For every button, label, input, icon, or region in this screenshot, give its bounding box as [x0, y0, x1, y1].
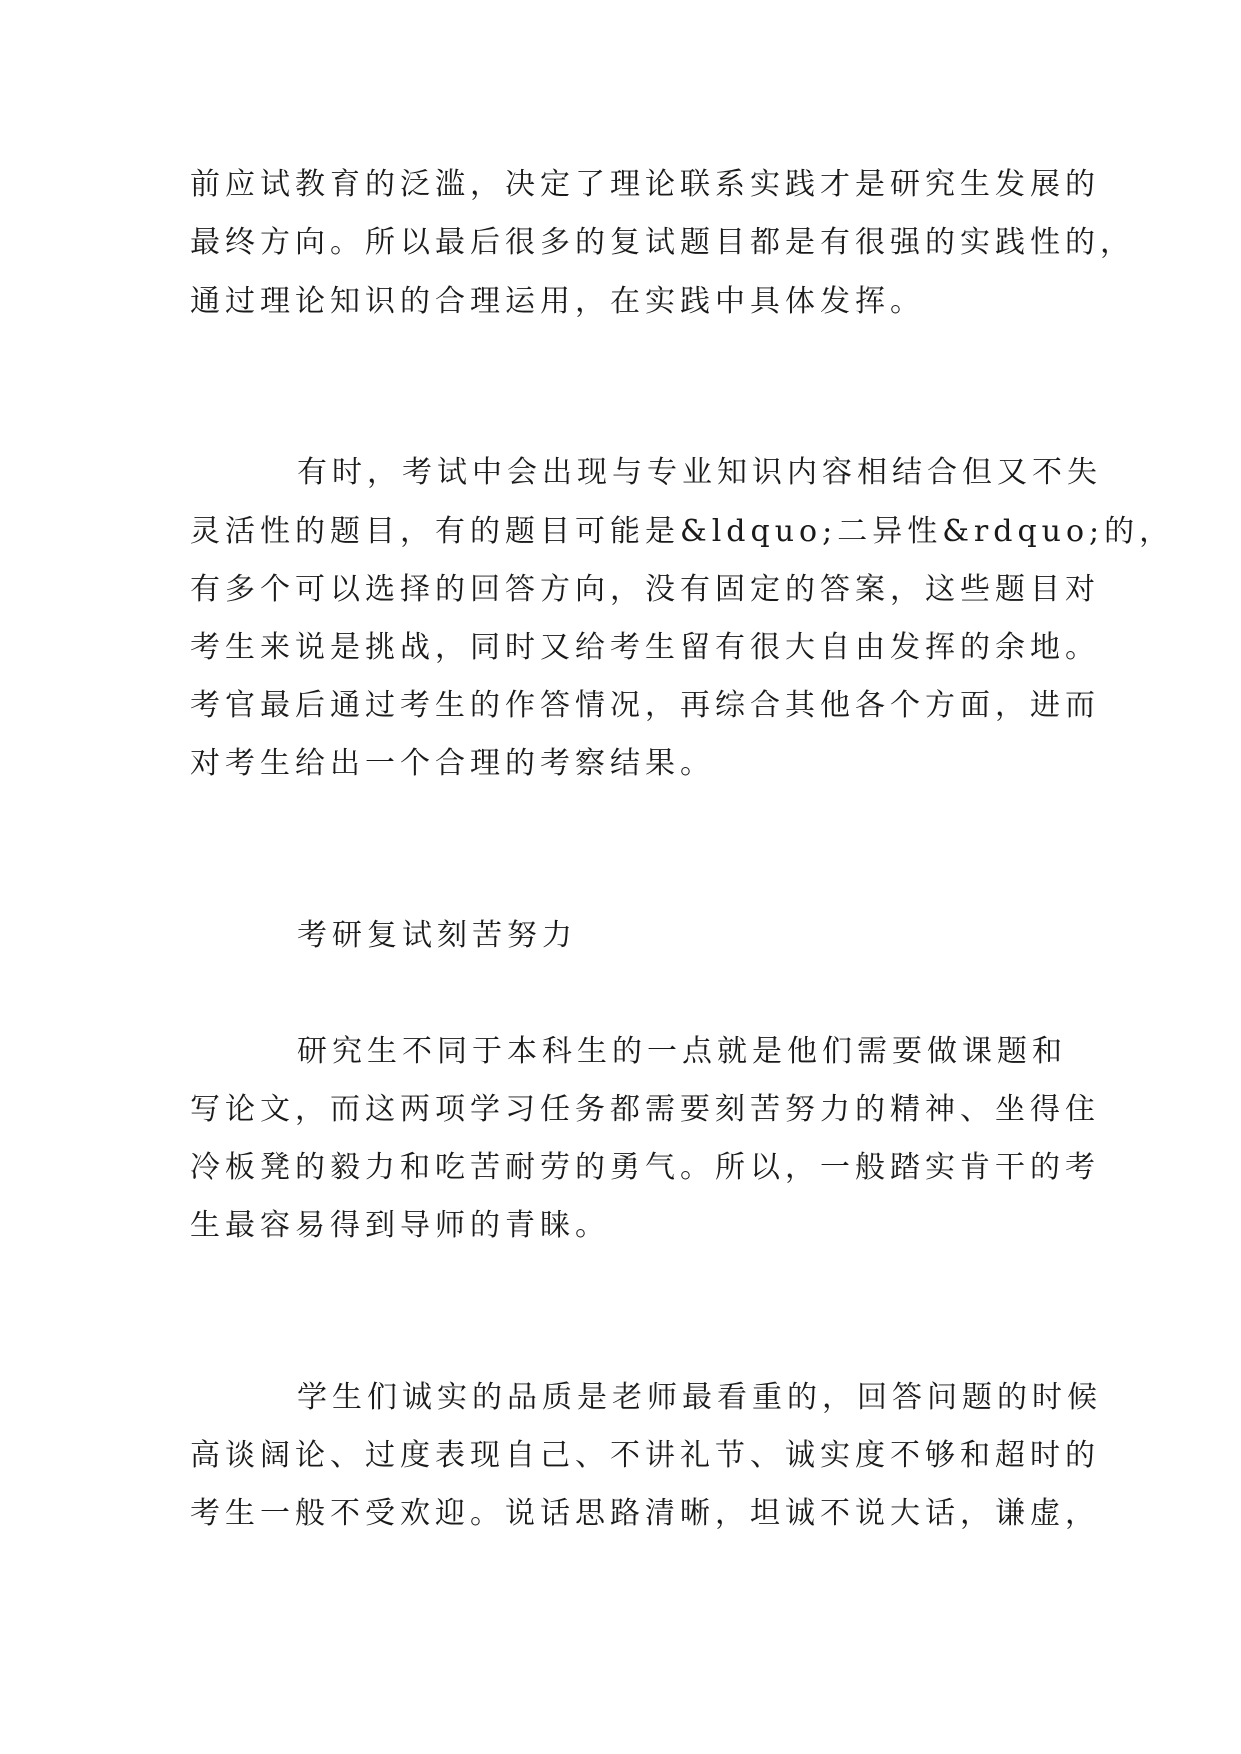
paragraph-2-line-5: 考官最后通过考生的作答情况，再综合其他各个方面，进而: [190, 688, 1100, 723]
paragraph-2-line-6: 对考生给出一个合理的考察结果。: [190, 746, 715, 781]
paragraph-3-line-4: 生最容易得到导师的青睐。: [190, 1208, 610, 1243]
paragraph-1-line-2: 最终方向。所以最后很多的复试题目都是有很强的实践性的，: [190, 225, 1135, 260]
paragraph-3-line-3: 冷板凳的毅力和吃苦耐劳的勇气。所以，一般踏实肯干的考: [190, 1150, 1100, 1185]
paragraph-2-line-4: 考生来说是挑战，同时又给考生留有很大自由发挥的余地。: [190, 630, 1100, 665]
paragraph-4-line-2: 高谈阔论、过度表现自己、不讲礼节、诚实度不够和超时的: [190, 1438, 1100, 1473]
paragraph-2-line-3: 有多个可以选择的回答方向，没有固定的答案，这些题目对: [190, 572, 1100, 607]
paragraph-3-line-2: 写论文，而这两项学习任务都需要刻苦努力的精神、坐得住: [190, 1092, 1100, 1127]
paragraph-2-line-1: 有时，考试中会出现与专业知识内容相结合但又不失: [297, 455, 1102, 490]
paragraph-1-line-1: 前应试教育的泛滥，决定了理论联系实践才是研究生发展的: [190, 167, 1100, 202]
paragraph-1-line-3: 通过理论知识的合理运用，在实践中具体发挥。: [190, 284, 925, 319]
paragraph-4-line-1: 学生们诚实的品质是老师最看重的，回答问题的时候: [297, 1380, 1102, 1415]
section-heading: 考研复试刻苦努力: [297, 918, 577, 953]
paragraph-2-line-2: 灵活性的题目，有的题目可能是&ldquo;二异性&rdquo;的，: [190, 514, 1175, 549]
paragraph-3-line-1: 研究生不同于本科生的一点就是他们需要做课题和: [297, 1034, 1067, 1069]
paragraph-4-line-3: 考生一般不受欢迎。说话思路清晰，坦诚不说大话，谦虚，: [190, 1496, 1100, 1531]
